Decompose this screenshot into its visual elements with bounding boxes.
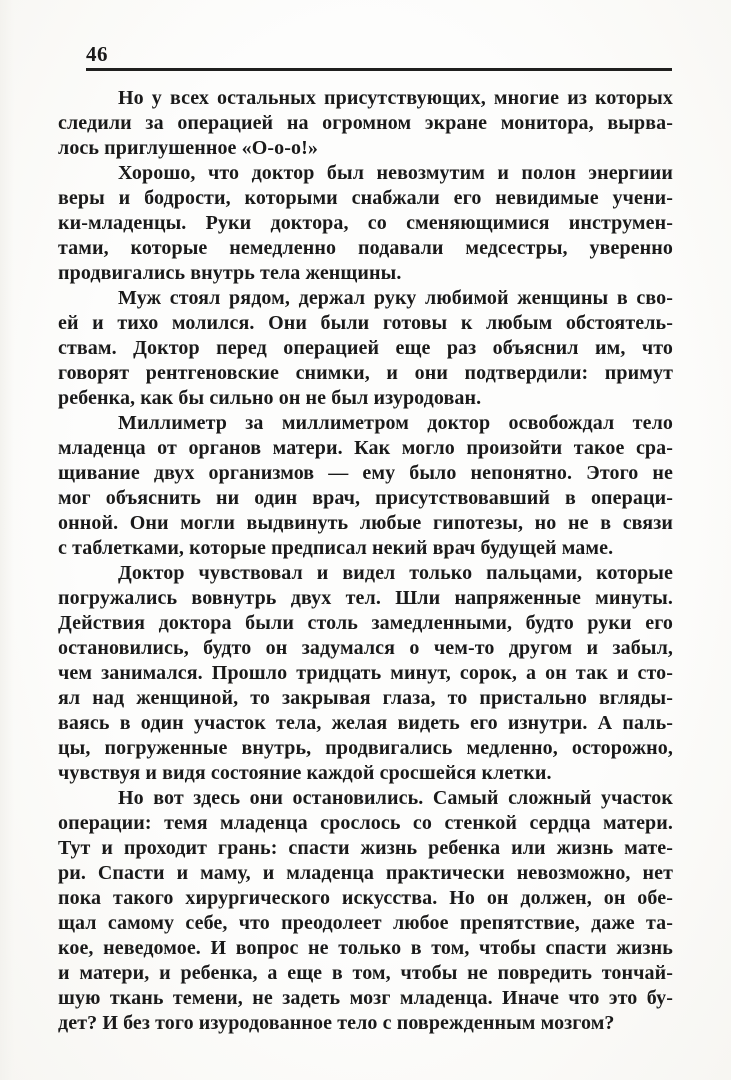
paragraph xyxy=(58,786,673,1036)
text-line: Действия доктора были столь замедленными, будто руки его xyxy=(58,612,673,634)
text-line: и матери, и ребенка, а еще в том, чтобы не повредить тончай- xyxy=(58,962,673,984)
text-line: дет? И без того изуродованное тело с поврежденным мозгом? xyxy=(58,1012,615,1034)
paragraph xyxy=(58,411,673,561)
text-line: с таблетками, которые предписал некий врач будущей маме. xyxy=(58,537,614,559)
paragraph xyxy=(58,561,673,786)
text-line: тами, которые немедленно подавали медсестры, уверенно xyxy=(58,237,673,259)
paragraph xyxy=(58,161,673,286)
text-line: продвигались внутрь тела женщины. xyxy=(58,262,402,284)
text-line: ей и тихо молился. Они были готовы к любым обстоятель- xyxy=(58,312,673,334)
text-line: говорят рентгеновские снимки, и они подтвердили: примут xyxy=(58,362,673,384)
header-rule xyxy=(86,68,672,71)
text-line: щал самому себе, что преодолеет любое препятствие, даже та- xyxy=(58,912,673,934)
text-line: Муж стоял рядом, держал руку любимой женщины в сво- xyxy=(118,287,673,309)
text-line: операции: темя младенца срослось со стенкой сердца матери. xyxy=(58,812,673,834)
text-line: веры и бодрости, которыми снабжали его невидимые учени- xyxy=(58,187,673,209)
text-line: ял над женщиной, то закрывая глаза, то пристально вгляды- xyxy=(58,687,673,709)
text-line: ребенка, как бы сильно он не был изуродован. xyxy=(58,387,482,409)
paragraph xyxy=(58,286,673,411)
page-number: 46 xyxy=(86,42,108,66)
text-line: погружались вовнутрь двух тел. Шли напряженные минуты. xyxy=(58,587,673,609)
paragraph xyxy=(58,86,673,161)
text-line: ваясь в один участок тела, желая видеть его изнутри. А паль- xyxy=(58,712,673,734)
text-line: следили за операцией на огромном экране монитора, вырва- xyxy=(58,112,673,134)
text-line: Но у всех остальных присутствующих, многие из которых xyxy=(118,87,673,109)
text-line: щивание двух организмов — ему было непонятно. Этого не xyxy=(58,462,673,484)
text-block xyxy=(58,86,673,1036)
text-line: младенца от органов матери. Как могло произойти такое сра- xyxy=(58,437,673,459)
text-line: Хорошо, что доктор был невозмутим и полон энергиии xyxy=(118,162,673,184)
text-line: Но вот здесь они остановились. Самый сложный участок xyxy=(118,787,673,809)
text-line: Тут и проходит грань: спасти жизнь ребенка или жизнь мате- xyxy=(58,837,673,859)
text-line: шую ткань темени, не задеть мозг младенца. Иначе что это бу- xyxy=(58,987,673,1009)
text-line: остановились, будто он задумался о чем-то другом и забыл, xyxy=(58,637,673,659)
text-line: Миллиметр за миллиметром доктор освобождал тело xyxy=(118,412,673,434)
text-line: чем занимался. Прошло тридцать минут, сорок, а он так и сто- xyxy=(58,662,673,684)
text-line: лось приглушенное «О-о-о!» xyxy=(58,137,318,159)
text-line: кое, неведомое. И вопрос не только в том, чтобы спасти жизнь xyxy=(58,937,673,959)
text-line: цы, погруженные внутрь, продвигались медленно, осторожно, xyxy=(58,737,673,759)
text-line: ки-младенцы. Руки доктора, со сменяющимися инструмен- xyxy=(58,212,673,234)
text-line: чувствуя и видя состояние каждой сросшейся клетки. xyxy=(58,762,552,784)
text-line: ри. Спасти и маму, и младенца практически невозможно, нет xyxy=(58,862,673,884)
text-line: онной. Они могли выдвинуть любые гипотезы, но не в связи xyxy=(58,512,673,534)
text-line: Доктор чувствовал и видел только пальцами, которые xyxy=(118,562,673,584)
text-line: мог объяснить ни один врач, присутствовавший в операци- xyxy=(58,487,673,509)
text-line: пока такого хирургического искусства. Но он должен, он обе- xyxy=(58,887,673,909)
text-line: ствам. Доктор перед операцией еще раз объяснил им, что xyxy=(58,337,673,359)
